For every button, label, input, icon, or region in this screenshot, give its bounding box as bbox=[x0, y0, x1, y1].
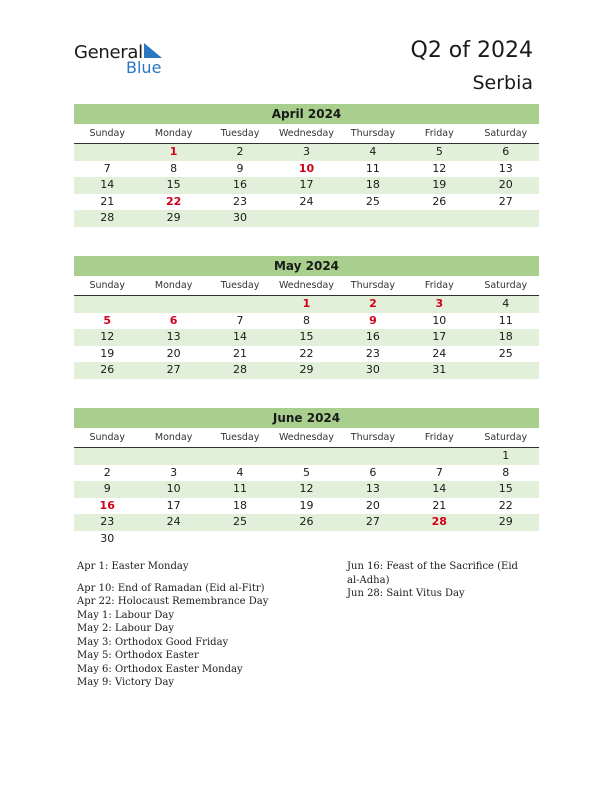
day-cell: 1 bbox=[502, 449, 510, 462]
month-april bbox=[74, 104, 539, 227]
day-cell: 2 bbox=[236, 145, 244, 158]
month-header: May 2024 bbox=[74, 256, 539, 276]
day-cell: 7 bbox=[236, 313, 244, 327]
weekday-label: Friday bbox=[424, 432, 454, 443]
day-cell: 14 bbox=[233, 330, 248, 343]
day-cell: 2 bbox=[369, 297, 377, 310]
day-cell: 21 bbox=[432, 498, 447, 512]
week-row bbox=[74, 531, 539, 548]
day-cell: 3 bbox=[302, 145, 310, 158]
day-cell: 1 bbox=[302, 297, 311, 310]
day-cell bbox=[406, 531, 472, 548]
day-cell: 30 bbox=[100, 531, 115, 545]
day-cell: 23 bbox=[100, 515, 115, 528]
day-cell: 24 bbox=[299, 194, 314, 208]
day-cell: 8 bbox=[502, 465, 510, 479]
day-cell: 14 bbox=[432, 482, 447, 495]
day-cell: 21 bbox=[100, 194, 115, 208]
weekday-label: Sunday bbox=[89, 280, 125, 291]
day-cell: 11 bbox=[365, 161, 380, 175]
logo-general-text: General bbox=[74, 42, 143, 63]
day-cell: 15 bbox=[498, 482, 513, 495]
day-cell bbox=[74, 296, 140, 313]
holiday-entry: May 2: Labour Day bbox=[77, 623, 174, 634]
weekday-label: Thursday bbox=[350, 280, 395, 291]
day-cell: 31 bbox=[432, 363, 447, 376]
weekday-row bbox=[74, 430, 539, 448]
day-cell bbox=[473, 210, 539, 227]
day-cell: 23 bbox=[233, 194, 248, 208]
week-row bbox=[74, 177, 539, 194]
weekday-label: Wednesday bbox=[278, 128, 334, 139]
weekday-label: Thursday bbox=[350, 128, 395, 139]
day-cell: 1 bbox=[169, 145, 178, 158]
day-cell: 6 bbox=[169, 313, 178, 327]
day-cell: 11 bbox=[233, 482, 248, 495]
day-cell: 18 bbox=[498, 330, 513, 343]
holiday-entry: May 5: Orthodox Easter bbox=[77, 650, 199, 661]
day-cell: 12 bbox=[299, 482, 314, 495]
day-cell: 25 bbox=[233, 515, 248, 528]
day-cell: 16 bbox=[233, 178, 248, 191]
holiday-entry: Jun 16: Feast of the Sacrifice (Eid al-Adha) bbox=[347, 561, 518, 586]
day-cell: 13 bbox=[498, 161, 513, 175]
month-header: April 2024 bbox=[74, 104, 539, 124]
weekday-label: Saturday bbox=[484, 280, 528, 291]
day-cell: 2 bbox=[103, 465, 111, 479]
day-cell: 7 bbox=[103, 161, 111, 175]
day-cell bbox=[273, 448, 339, 465]
weekday-label: Tuesday bbox=[220, 128, 260, 139]
day-cell: 29 bbox=[166, 211, 181, 224]
week-row bbox=[74, 313, 539, 330]
day-cell: 3 bbox=[435, 297, 444, 310]
week-row bbox=[74, 465, 539, 482]
week-row bbox=[74, 296, 539, 313]
day-cell: 22 bbox=[165, 194, 182, 208]
day-cell bbox=[340, 531, 406, 548]
weekday-label: Monday bbox=[154, 432, 193, 443]
day-cell: 29 bbox=[498, 515, 513, 528]
day-cell: 17 bbox=[432, 330, 447, 343]
day-cell: 4 bbox=[369, 145, 377, 158]
weekday-label: Tuesday bbox=[220, 280, 260, 291]
day-cell bbox=[207, 296, 273, 313]
day-cell: 9 bbox=[369, 313, 377, 327]
month-header: June 2024 bbox=[74, 408, 539, 428]
day-cell: 20 bbox=[166, 346, 181, 360]
holiday-entry: Apr 22: Holocaust Remembrance Day bbox=[77, 596, 269, 607]
day-cell: 13 bbox=[166, 330, 181, 343]
weekday-row bbox=[74, 278, 539, 296]
day-cell: 18 bbox=[365, 178, 380, 191]
holiday-entry: Apr 10: End of Ramadan (Eid al-Fitr) bbox=[77, 582, 265, 594]
day-cell: 9 bbox=[103, 482, 111, 495]
day-cell bbox=[340, 210, 406, 227]
holiday-list-left bbox=[77, 560, 268, 690]
weekday-label: Monday bbox=[154, 280, 193, 291]
day-cell: 8 bbox=[170, 161, 178, 175]
week-row bbox=[74, 514, 539, 531]
country-name: Serbia bbox=[472, 72, 533, 94]
day-cell bbox=[207, 448, 273, 465]
day-cell: 24 bbox=[432, 346, 447, 360]
day-cell: 3 bbox=[170, 465, 178, 479]
weekday-label: Tuesday bbox=[220, 432, 260, 443]
day-cell: 14 bbox=[100, 178, 115, 191]
day-cell bbox=[273, 210, 339, 227]
day-cell: 17 bbox=[299, 178, 314, 191]
week-row bbox=[74, 481, 539, 498]
weekday-label: Wednesday bbox=[278, 280, 334, 291]
week-row bbox=[74, 448, 539, 465]
day-cell: 9 bbox=[236, 161, 244, 175]
holiday-entry: May 9: Victory Day bbox=[77, 677, 175, 688]
day-cell: 27 bbox=[498, 194, 513, 208]
day-cell bbox=[406, 448, 472, 465]
day-cell: 4 bbox=[236, 465, 244, 479]
day-cell: 10 bbox=[298, 161, 315, 175]
day-cell: 19 bbox=[299, 498, 314, 512]
day-cell: 29 bbox=[299, 363, 314, 376]
day-cell: 7 bbox=[435, 465, 443, 479]
day-cell bbox=[140, 296, 206, 313]
day-cell: 28 bbox=[100, 211, 115, 224]
holiday-entry: Apr 1: Easter Monday bbox=[77, 561, 189, 572]
holiday-list-right bbox=[347, 560, 527, 601]
day-cell: 6 bbox=[502, 145, 510, 158]
month-june bbox=[74, 408, 539, 547]
weekday-label: Sunday bbox=[89, 432, 125, 443]
day-cell bbox=[340, 448, 406, 465]
day-cell: 21 bbox=[233, 346, 248, 360]
day-cell bbox=[473, 362, 539, 379]
day-cell: 13 bbox=[365, 482, 380, 495]
day-cell: 27 bbox=[166, 363, 181, 376]
weekday-label: Saturday bbox=[484, 432, 528, 443]
day-cell: 10 bbox=[432, 313, 447, 327]
day-cell: 4 bbox=[502, 297, 510, 310]
week-row bbox=[74, 329, 539, 346]
day-cell bbox=[140, 531, 206, 548]
day-cell bbox=[406, 210, 472, 227]
week-row bbox=[74, 194, 539, 211]
day-cell: 16 bbox=[365, 330, 380, 343]
weekday-label: Sunday bbox=[89, 128, 125, 139]
day-cell: 17 bbox=[166, 498, 181, 512]
weekday-row bbox=[74, 126, 539, 144]
day-cell: 30 bbox=[365, 363, 380, 376]
weekday-label: Friday bbox=[424, 280, 454, 291]
day-cell: 24 bbox=[166, 515, 181, 528]
logo-triangle-icon bbox=[142, 43, 162, 59]
weekday-label: Monday bbox=[154, 128, 193, 139]
day-cell: 26 bbox=[100, 363, 115, 376]
day-cell: 25 bbox=[498, 346, 513, 360]
day-cell: 18 bbox=[233, 498, 248, 512]
holiday-entry: May 3: Orthodox Good Friday bbox=[77, 636, 229, 648]
day-cell: 22 bbox=[498, 498, 513, 512]
day-cell: 27 bbox=[365, 515, 380, 528]
week-row bbox=[74, 346, 539, 363]
logo-blue-text: Blue bbox=[126, 58, 162, 77]
day-cell: 20 bbox=[498, 178, 513, 191]
day-cell: 5 bbox=[103, 313, 112, 327]
day-cell: 28 bbox=[233, 363, 248, 376]
day-cell: 12 bbox=[100, 330, 115, 343]
weekday-label: Thursday bbox=[350, 432, 395, 443]
week-row bbox=[74, 144, 539, 161]
day-cell bbox=[74, 448, 140, 465]
day-cell: 19 bbox=[432, 178, 447, 191]
week-row bbox=[74, 362, 539, 379]
day-cell bbox=[140, 448, 206, 465]
day-cell bbox=[273, 531, 339, 548]
day-cell: 30 bbox=[233, 211, 248, 224]
page-title: Q2 of 2024 bbox=[410, 38, 533, 63]
holiday-entry: Jun 28: Saint Vitus Day bbox=[347, 588, 465, 599]
holiday-entry: May 1: Labour Day bbox=[77, 609, 174, 621]
day-cell: 23 bbox=[365, 346, 380, 360]
day-cell: 28 bbox=[431, 515, 447, 528]
day-cell: 15 bbox=[166, 178, 181, 191]
week-row bbox=[74, 498, 539, 515]
week-row bbox=[74, 161, 539, 178]
generalblue-logo bbox=[74, 40, 184, 80]
day-cell: 11 bbox=[498, 313, 513, 327]
day-cell bbox=[74, 144, 140, 161]
day-cell bbox=[207, 531, 273, 548]
weekday-label: Saturday bbox=[484, 128, 528, 139]
day-cell: 19 bbox=[100, 346, 115, 360]
holiday-entry: May 6: Orthodox Easter Monday bbox=[77, 663, 243, 675]
day-cell: 10 bbox=[166, 482, 181, 495]
day-cell: 12 bbox=[432, 161, 447, 175]
day-cell: 20 bbox=[365, 498, 380, 512]
day-cell: 16 bbox=[99, 498, 115, 512]
week-row bbox=[74, 210, 539, 227]
month-may bbox=[74, 256, 539, 379]
day-cell: 22 bbox=[299, 346, 314, 360]
day-cell: 6 bbox=[369, 465, 377, 479]
weekday-label: Wednesday bbox=[278, 432, 334, 443]
day-cell bbox=[473, 531, 539, 548]
day-cell: 15 bbox=[299, 330, 314, 343]
day-cell: 26 bbox=[299, 515, 314, 528]
day-cell: 5 bbox=[302, 465, 310, 479]
day-cell: 8 bbox=[302, 313, 310, 327]
day-cell: 25 bbox=[365, 194, 380, 208]
day-cell: 26 bbox=[432, 194, 447, 208]
day-cell: 5 bbox=[435, 145, 443, 158]
weekday-label: Friday bbox=[424, 128, 454, 139]
